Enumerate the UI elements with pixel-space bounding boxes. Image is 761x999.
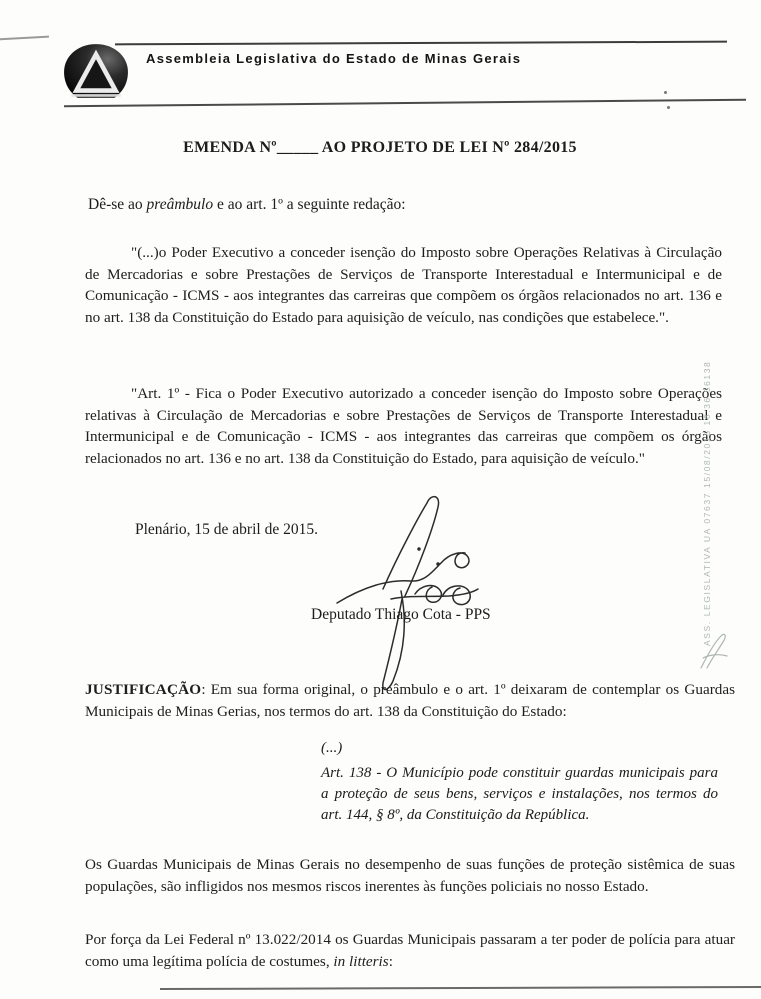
scan-speck bbox=[664, 91, 667, 94]
date-place-line: Plenário, 15 de abril de 2015. bbox=[135, 521, 318, 538]
footer-rule bbox=[160, 986, 761, 990]
scan-speck bbox=[667, 106, 670, 109]
amendment-quote-preamble: "(...)o Poder Executivo a conceder isenção do Imposto sobre Operações Relativas à Circulação de Mercadorias e sobre Prestações de Serviços de Transporte Interestadual e Intermunicipal e de Comunicação - ICMS - aos integrantes das carreiras que compõem os órgãos relacionados no art. 136 e no art. 138 da Constituição do Estado para aquisição de veículo, nas condições que estabelece.". bbox=[85, 244, 722, 326]
stamp-initials-squiggle bbox=[693, 628, 733, 678]
header-rule-bottom bbox=[64, 99, 746, 108]
handwritten-signature bbox=[331, 491, 491, 697]
intro-post: e ao art. 1º a seguinte redação: bbox=[213, 196, 406, 213]
signatory-name: Deputado Thiago Cota - PPS bbox=[311, 606, 491, 623]
amendment-quote-art1: "Art. 1º - Fica o Poder Executivo autorizado a conceder isenção do Imposto sobre Operações relativas à Circulação de Mercadorias e sobre Prestações de Serviços de Transporte Interestadual e Intermunicipal e de Comunicação - ICMS - aos integrantes das carreiras que compõem os órgãos relacionados no art. 136 e no art. 138 da Constituição do Estado, para aquisição de veículo." bbox=[85, 385, 722, 467]
justification-label: JUSTIFICAÇÃO bbox=[85, 681, 202, 698]
para4-italic: in litteris bbox=[333, 952, 389, 970]
justification-text: : Em sua forma original, o preâmbulo e o art. 1º deixaram de contemplar os Guardas Municipais de Minas Gerias, nos termos do art. 138 da Constituição do Estado: bbox=[85, 681, 735, 720]
intro-pre: Dê-se ao bbox=[88, 196, 147, 213]
paragraph-guards-risks: Os Guardas Municipais de Minas Gerais no desempenho de suas funções de proteção sistêmica de suas populações, são infligidos nos mesmos riscos inerentes às funções policiais no nosso Estado. bbox=[85, 856, 735, 895]
protocol-stamp-text: ASS. LEGISLATIVA UA 07637 15/08/2015 16:36 56138 bbox=[702, 360, 712, 646]
intro-italic: preâmbulo bbox=[146, 196, 214, 213]
org-name: Assembleia Legislativa do Estado de Minas Gerais bbox=[146, 51, 522, 66]
intro-line bbox=[88, 196, 406, 214]
constitution-quote: Art. 138 - O Município pode constituir guardas municipais para a proteção de seus bens, serviços e instalações, nos termos do art. 144, § 8º, da Constituição da República. bbox=[321, 765, 718, 823]
para4-pre: Por força da Lei Federal nº 13.022/2014 os Guardas Municipais passaram a ter poder de polícia para atuar como uma legítima polícia de costumes, bbox=[85, 931, 735, 970]
scan-artifact-line bbox=[0, 36, 49, 41]
quote-ellipsis: (...) bbox=[321, 740, 343, 756]
almg-logo-icon bbox=[62, 43, 130, 103]
paragraph-federal-law bbox=[85, 929, 735, 972]
para4-post: : bbox=[388, 952, 393, 970]
header-rule-top bbox=[115, 41, 727, 46]
justification-paragraph bbox=[85, 679, 735, 722]
document-title: EMENDA Nº_____ AO PROJETO DE LEI Nº 284/2015 bbox=[183, 139, 577, 156]
